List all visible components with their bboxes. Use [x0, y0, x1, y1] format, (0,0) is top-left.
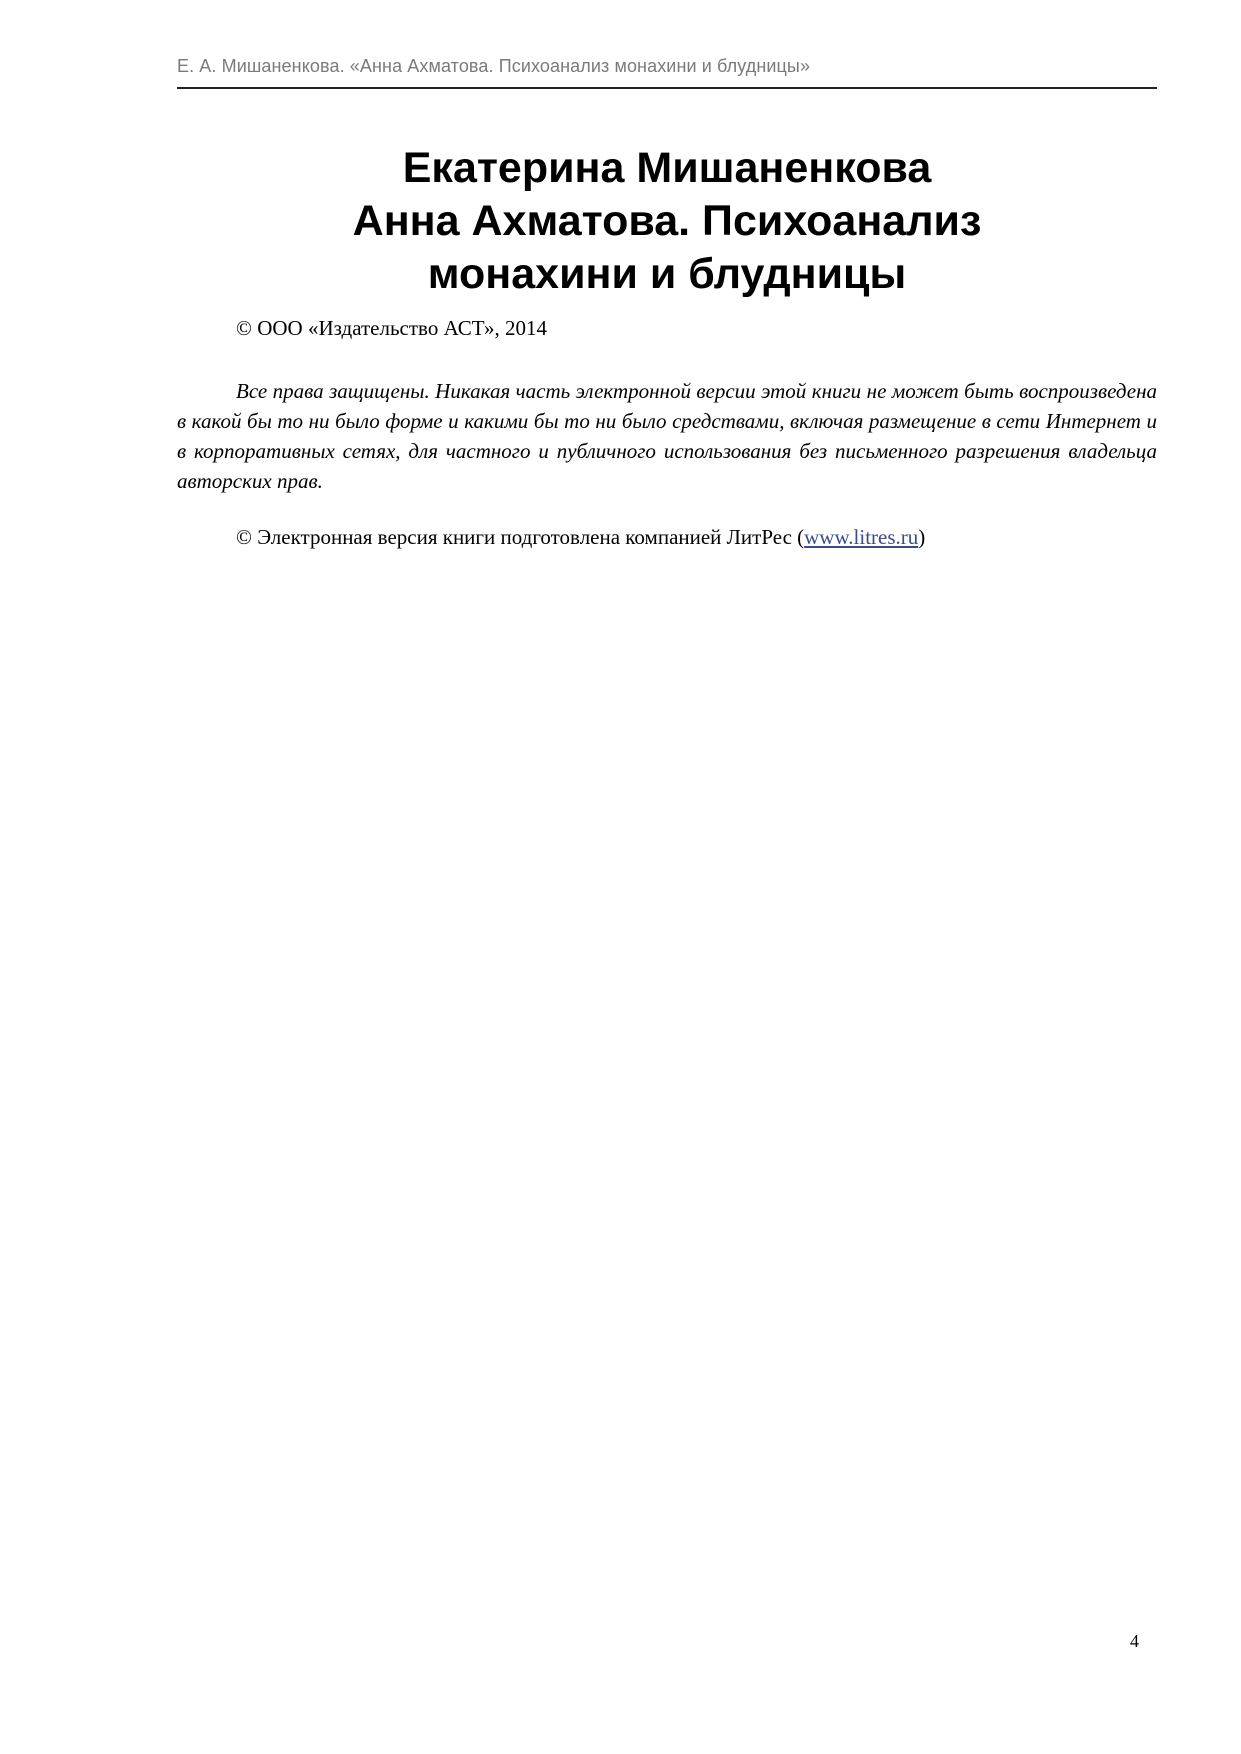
title-line-2: Анна Ахматова. Психоанализ: [352, 197, 982, 245]
litres-suffix: ): [918, 525, 926, 549]
litres-prefix: © Электронная версия книги подготовлена компанией ЛитРес (: [236, 525, 805, 549]
title-line-3: монахини и блудницы: [427, 250, 907, 298]
litres-link[interactable]: www.litres.ru: [804, 525, 919, 549]
page-number: 4: [1130, 1631, 1139, 1651]
book-title: [177, 142, 1157, 301]
header-divider: [177, 87, 1157, 89]
title-author: Екатерина Мишаненкова: [402, 144, 932, 192]
publisher-copyright: © ООО «Издательство АСТ», 2014: [236, 316, 547, 340]
running-header: Е. А. Мишаненкова. «Анна Ахматова. Психоанализ монахини и блудницы»: [177, 56, 811, 76]
litres-notice: [236, 525, 925, 550]
rights-notice: Все права защищены. Никакая часть электронной версии этой книги не может быть воспроизведена в какой бы то ни было форме и какими бы то ни было средствами, включая размещение в сети Интернет и в корпоративных сетях, для частного и публичного использования без письменного разрешения владельца авторских прав.: [177, 379, 1157, 493]
